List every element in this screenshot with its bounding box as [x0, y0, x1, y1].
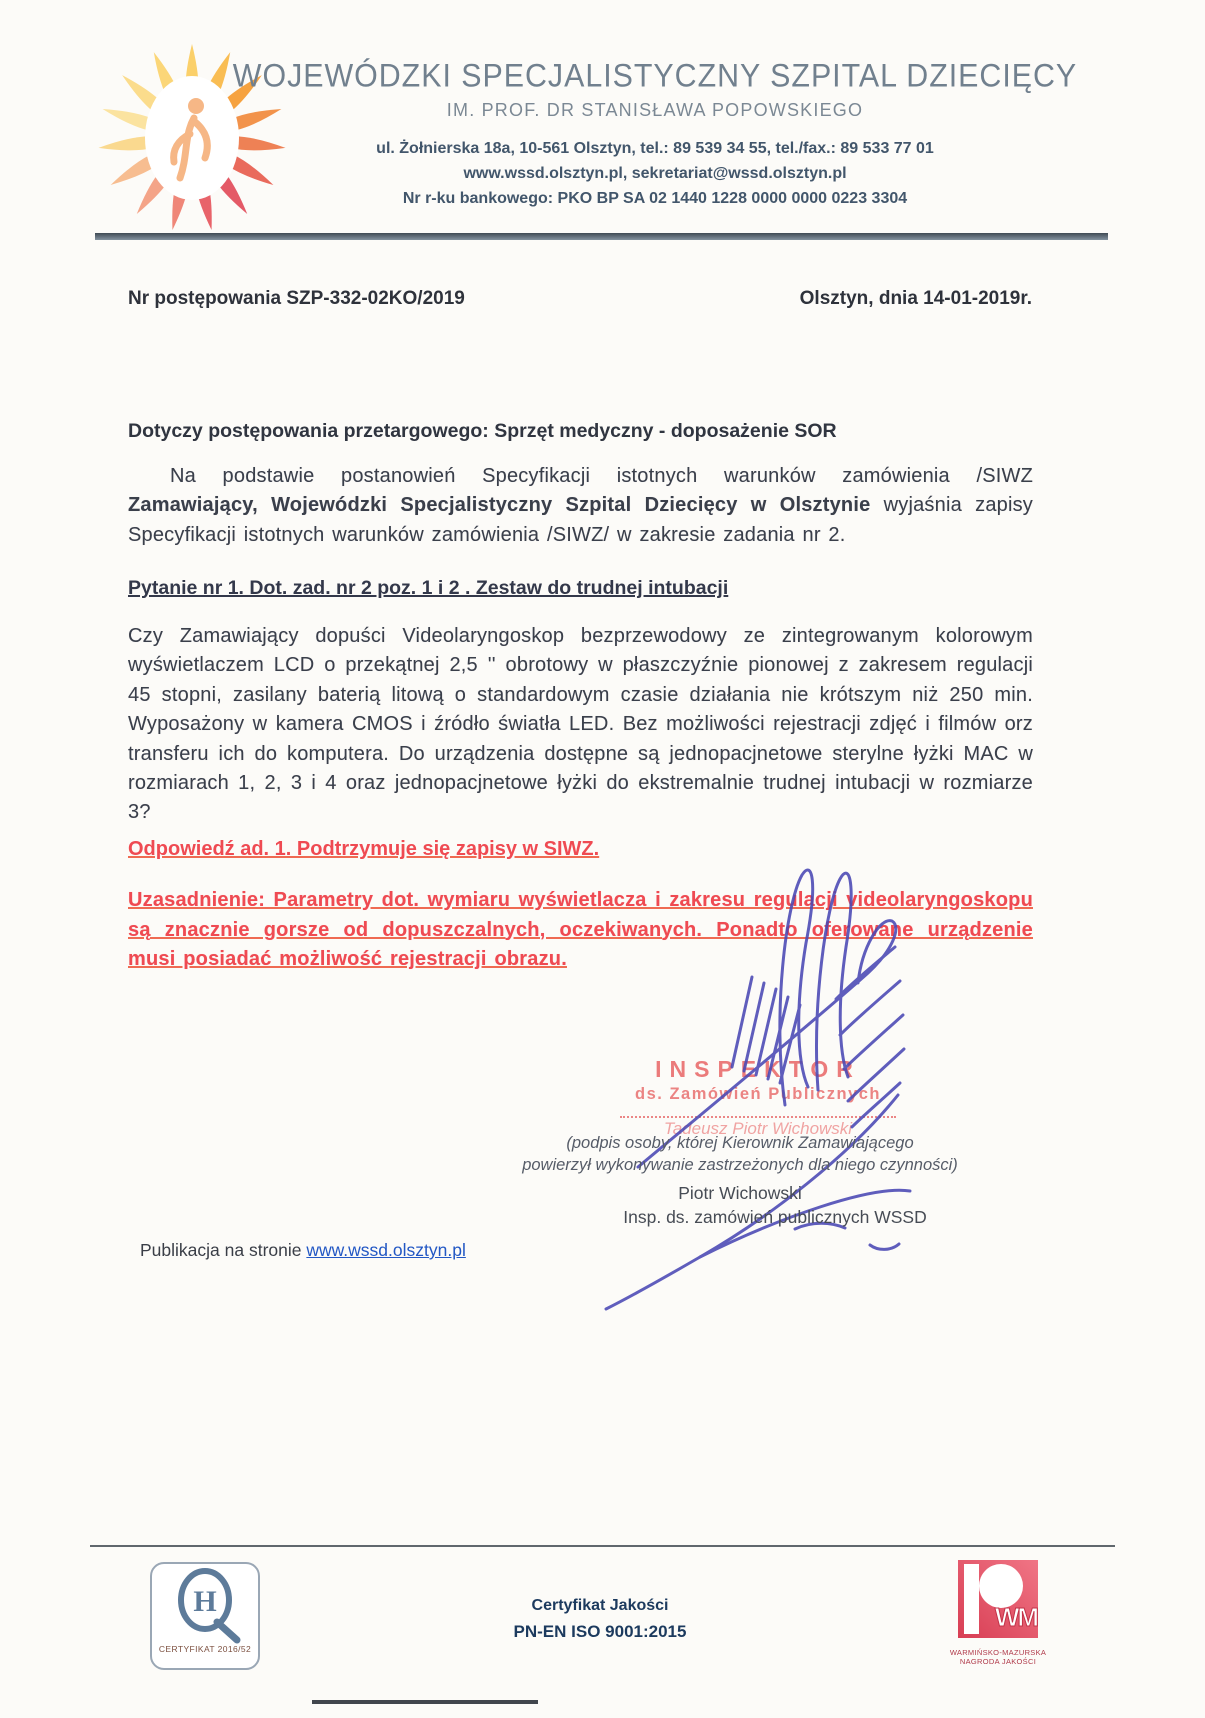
intro-paragraph	[128, 462, 1033, 550]
question-body: Czy Zamawiający dopuści Videolaryngoskop bezprzewodowy ze zintegrowanym kolorowym wyświetlaczem LCD o przekątnej 2,5 '' obrotowy w płaszczyźnie pionowej z zakresem regulacji 45 stopni, zasilany baterią litową o standardowym czasie działania nie krótszym niż 250 min. Wyposażony w kamera CMOS i źródło światła LED. Bez możliwości rejestracji zdjęć i filmów orz transferu ich do komputera. Do urządzenia dostępne są jednopacjnetowe sterylne łyżki MAC w rozmiarach 1, 2, 3 i 4 oraz jednopacjnetowe łyżki do ekstremalnie trudnej intubacji w rozmiarze 3?	[128, 625, 1033, 824]
stamp-name: Tadeusz Piotr Wichowski	[663, 1119, 853, 1138]
inspector-stamp	[588, 1056, 928, 1139]
answer-line: Odpowiedź ad. 1. Podtrzymuje się zapisy w SIWZ.	[128, 838, 600, 860]
bottom-scan-line	[312, 1700, 538, 1704]
q-certificate-emblem-icon	[155, 1564, 255, 1646]
intro-emphasis: Zamawiający, Wojewódzki Specjalistyczny Szpital Dziecięcy w Olsztynie	[128, 494, 871, 517]
header-divider	[95, 233, 1108, 240]
signer-title: Insp. ds. zamówień publicznych WSSD	[623, 1207, 927, 1227]
certificate-badge-caption: CERTYFIKAT 2016/52	[158, 1644, 252, 1654]
stamp-department: ds. Zamówień Publicznych	[635, 1085, 881, 1103]
publication-label: Publikacja na stronie	[140, 1240, 307, 1260]
iso-certificate-text	[400, 1597, 800, 1642]
cert-line1: Certyfikat Jakości	[531, 1597, 669, 1614]
intro-part1: Na podstawie postanowień Specyfikacji istotnych warunków zamówienia /SIWZ	[170, 465, 1033, 487]
award-caption	[938, 1648, 1058, 1666]
bank-account-line: Nr r-ku bankowego: PKO BP SA 02 1440 1228 0000 0000 0223 3304	[402, 190, 908, 207]
signature-block	[505, 1132, 975, 1228]
quality-certificate-badge	[150, 1562, 260, 1670]
signer-name: Piotr Wichowski	[678, 1183, 802, 1203]
cert-line2: PN-EN ISO 9001:2015	[513, 1622, 687, 1641]
question-heading: Pytanie nr 1. Dot. zad. nr 2 poz. 1 i 2 . Zestaw do trudnej intubacji	[128, 577, 729, 599]
footer-divider	[90, 1545, 1115, 1547]
justification-paragraph: Uzasadnienie: Parametry dot. wymiaru wyświetlacza i zakresu regulacji videolaryngoskopu są znacznie gorsze od dopuszczalnych, oczekiwanych. Ponadto oferowane urządzenie musi posiadać możliwość rejestracji obrazu.	[128, 889, 1033, 970]
case-number: Nr postępowania SZP-332-02KO/2019	[128, 288, 465, 309]
award-letters: WM	[994, 1602, 1038, 1632]
web-email-line: www.wssd.olsztyn.pl, sekretariat@wssd.olsztyn.pl	[463, 165, 847, 182]
signature-caption-line2: powierzył wykonywanie zastrzeżonych dla niego czynności)	[522, 1156, 958, 1174]
subject-line: Dotyczy postępowania przetargowego: Sprzęt medyczny - doposażenie SOR	[128, 420, 837, 442]
place-and-date: Olsztyn, dnia 14-01-2019r.	[799, 288, 1032, 309]
publication-url-link[interactable]: www.wssd.olsztyn.pl	[306, 1240, 466, 1260]
hospital-patron: IM. PROF. DR STANISŁAWA POPOWSKIEGO	[446, 100, 864, 120]
award-caption-line2: NAGRODA JAKOŚCI	[959, 1657, 1037, 1666]
svg-text:H: H	[193, 1585, 217, 1618]
wm-award-logo-icon	[956, 1560, 1040, 1640]
wm-quality-award	[938, 1560, 1058, 1666]
stamp-role: INSPEKTOR	[655, 1056, 861, 1082]
hospital-name: WOJEWÓDZKI SPECJALISTYCZNY SZPITAL DZIECIĘCY	[232, 56, 1078, 95]
award-caption-line1: WARMIŃSKO-MAZURSKA	[949, 1648, 1047, 1657]
reference-row	[128, 288, 1032, 310]
signature-caption-line1: (podpis osoby, której Kierownik Zamawiającego	[566, 1134, 914, 1152]
intro-part2: wyjaśnia zapisy Specyfikacji istotnych warunków zamówienia /SIWZ/ w zakresie zadania nr 2.	[128, 494, 1034, 546]
stamp-dotted-line	[620, 1116, 896, 1118]
publication-line	[140, 1240, 466, 1261]
address-line: ul. Żołnierska 18a, 10-561 Olsztyn, tel.: 89 539 34 55, tel./fax.: 89 533 77 01	[376, 140, 934, 157]
